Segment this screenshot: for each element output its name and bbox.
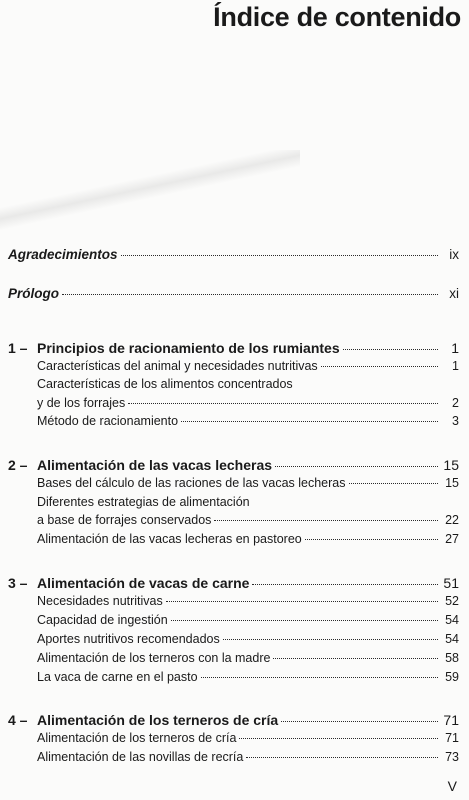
dot-leader (201, 677, 438, 678)
toc-section[interactable] (37, 414, 459, 428)
toc-entry-agradecimientos[interactable] (8, 247, 459, 262)
page-title: Índice de contenido (213, 2, 461, 32)
dot-leader (349, 483, 438, 484)
chapter-title: Alimentación de vacas de carne (37, 575, 250, 591)
dot-leader (252, 584, 438, 585)
dot-leader (246, 757, 438, 758)
section-page: 58 (445, 651, 459, 665)
dot-leader (171, 620, 438, 621)
toc-section[interactable] (37, 396, 459, 410)
dot-leader (275, 466, 438, 467)
toc-section[interactable] (37, 613, 459, 627)
toc-section[interactable] (37, 731, 459, 745)
section-label: Bases del cálculo de las raciones de las vacas lecheras (37, 476, 346, 490)
section-page: 54 (445, 632, 459, 646)
dot-leader (214, 520, 438, 521)
section-label: Método de racionamiento (37, 414, 179, 428)
section-label: Características del animal y necesidades nutritivas (37, 359, 318, 373)
chapter-title: Principios de racionamiento de los rumiantes (37, 340, 340, 356)
toc-entry-prologo[interactable] (8, 286, 459, 301)
dot-leader (223, 639, 438, 640)
chapter-page: 15 (443, 457, 459, 473)
toc-entry-page: xi (449, 286, 459, 301)
toc-section[interactable] (37, 359, 459, 373)
section-page: 1 (452, 359, 459, 373)
chapter-number: 1 – (8, 340, 28, 356)
toc-entry-label: Prólogo (8, 286, 59, 301)
section-label: Alimentación de los terneros de cría (37, 731, 237, 745)
toc-section[interactable] (37, 594, 459, 608)
section-page: 59 (445, 670, 459, 684)
chapter-page: 71 (443, 712, 459, 728)
toc-chapter-1[interactable] (8, 340, 459, 356)
section-page: 27 (445, 532, 459, 546)
dot-leader (181, 421, 438, 422)
toc-chapter-3[interactable] (8, 575, 459, 591)
section-page: 15 (445, 476, 459, 490)
dot-leader (166, 601, 438, 602)
toc-section[interactable] (37, 651, 459, 665)
chapter-number: 3 – (8, 575, 28, 591)
chapter-title: Alimentación de las vacas lecheras (37, 457, 273, 473)
dot-leader (121, 255, 438, 256)
dot-leader (273, 658, 438, 659)
toc-chapter-2[interactable] (8, 457, 459, 473)
toc-section[interactable] (37, 632, 459, 646)
section-page: 71 (445, 731, 459, 745)
section-page: 2 (452, 396, 459, 410)
toc-entry-label: Agradecimientos (8, 247, 118, 262)
section-label: Necesidades nutritivas (37, 594, 163, 608)
page-number: V (447, 778, 457, 794)
section-label: Alimentación de los terneros con la madre (37, 651, 271, 665)
section-label-line1: Características de los alimentos concentrados (37, 377, 293, 391)
dot-leader (305, 539, 438, 540)
section-page: 73 (445, 750, 459, 764)
toc-section[interactable] (37, 670, 459, 684)
chapter-number: 4 – (8, 712, 28, 728)
section-label: Alimentación de las vacas lecheras en pastoreo (37, 532, 302, 546)
section-label: y de los forrajes (37, 396, 126, 410)
section-label: Capacidad de ingestión (37, 613, 168, 627)
chapter-title: Alimentación de los terneros de cría (37, 712, 279, 728)
chapter-page: 51 (443, 575, 459, 591)
toc-section[interactable] (37, 476, 459, 490)
toc-section[interactable] (37, 513, 459, 527)
chapter-number: 2 – (8, 457, 28, 473)
chapter-page: 1 (451, 340, 459, 356)
dot-leader (128, 403, 438, 404)
toc-entry-page: ix (449, 247, 459, 262)
toc-section[interactable] (37, 750, 459, 764)
section-label-line1: Diferentes estrategias de alimentación (37, 495, 250, 509)
section-page: 3 (452, 414, 459, 428)
dot-leader (62, 294, 438, 295)
dot-leader (281, 721, 438, 722)
section-page: 54 (445, 613, 459, 627)
section-label: a base de forrajes conservados (37, 513, 212, 527)
section-page: 52 (445, 594, 459, 608)
dot-leader (343, 349, 438, 350)
toc-section[interactable] (37, 532, 459, 546)
toc-chapter-4[interactable] (8, 712, 459, 728)
section-label: Alimentación de las novillas de recría (37, 750, 244, 764)
section-label: Aportes nutritivos recomendados (37, 632, 220, 646)
dot-leader (239, 738, 438, 739)
section-page: 22 (445, 513, 459, 527)
section-label: La vaca de carne en el pasto (37, 670, 198, 684)
dot-leader (321, 366, 438, 367)
